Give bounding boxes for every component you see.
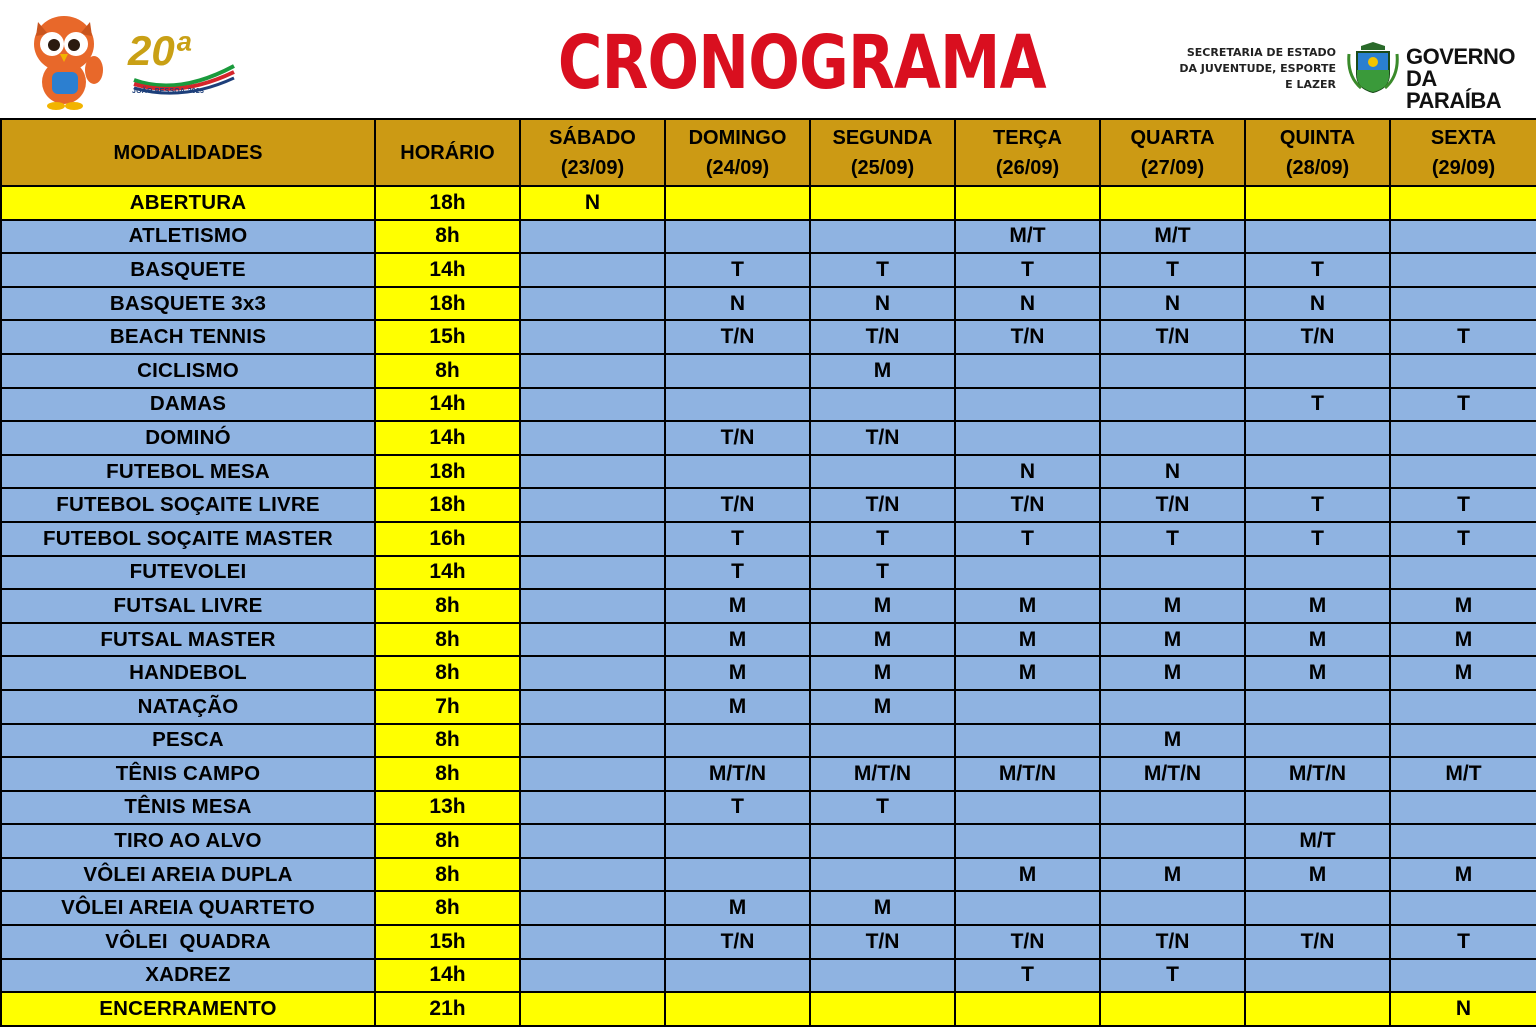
schedule-cell bbox=[1390, 455, 1536, 489]
schedule-cell bbox=[955, 992, 1100, 1026]
owl-mascot-icon bbox=[28, 10, 106, 110]
table-row bbox=[1, 488, 1536, 522]
schedule-cell: T/N bbox=[665, 925, 810, 959]
day-date: (29/09) bbox=[1431, 156, 1496, 179]
schedule-cell: M bbox=[1245, 858, 1390, 892]
modality-cell: FUTSAL MASTER bbox=[1, 623, 375, 657]
schedule-cell bbox=[1100, 791, 1245, 825]
schedule-cell bbox=[665, 220, 810, 254]
modality-cell: FUTEBOL SOÇAITE LIVRE bbox=[1, 488, 375, 522]
schedule-cell: T/N bbox=[955, 320, 1100, 354]
schedule-cell: M bbox=[810, 589, 955, 623]
table-row bbox=[1, 959, 1536, 993]
table-row bbox=[1, 623, 1536, 657]
schedule-cell bbox=[810, 186, 955, 220]
schedule-cell bbox=[1245, 891, 1390, 925]
table-row bbox=[1, 253, 1536, 287]
table-row bbox=[1, 220, 1536, 254]
time-cell: 16h bbox=[375, 522, 520, 556]
schedule-cell: M bbox=[1100, 858, 1245, 892]
table-row bbox=[1, 891, 1536, 925]
time-cell: 8h bbox=[375, 589, 520, 623]
schedule-cell: M bbox=[955, 589, 1100, 623]
schedule-cell bbox=[1245, 959, 1390, 993]
schedule-cell bbox=[520, 858, 665, 892]
modality-cell: XADREZ bbox=[1, 959, 375, 993]
modality-cell: FUTEBOL MESA bbox=[1, 455, 375, 489]
schedule-cell: M bbox=[810, 656, 955, 690]
day-name: QUARTA bbox=[1130, 126, 1215, 149]
schedule-cell: T/N bbox=[665, 488, 810, 522]
schedule-cell: T bbox=[810, 791, 955, 825]
schedule-cell bbox=[520, 287, 665, 321]
schedule-cell: T bbox=[1390, 388, 1536, 422]
schedule-cell bbox=[1245, 220, 1390, 254]
time-cell: 8h bbox=[375, 354, 520, 388]
schedule-cell: M bbox=[665, 690, 810, 724]
modality-cell: TIRO AO ALVO bbox=[1, 824, 375, 858]
time-cell: 8h bbox=[375, 656, 520, 690]
schedule-cell: T/N bbox=[955, 488, 1100, 522]
table-row bbox=[1, 925, 1536, 959]
schedule-cell bbox=[955, 556, 1100, 590]
schedule-cell bbox=[1245, 791, 1390, 825]
schedule-cell: T/N bbox=[1100, 320, 1245, 354]
schedule-cell: T bbox=[955, 959, 1100, 993]
schedule-cell: N bbox=[955, 455, 1100, 489]
schedule-cell: T bbox=[1245, 522, 1390, 556]
schedule-cell: M/T bbox=[1390, 757, 1536, 791]
schedule-cell bbox=[955, 421, 1100, 455]
schedule-cell: M bbox=[955, 623, 1100, 657]
schedule-cell: T bbox=[1245, 488, 1390, 522]
schedule-cell bbox=[1100, 388, 1245, 422]
time-cell: 8h bbox=[375, 220, 520, 254]
schedule-cell: T/N bbox=[1100, 925, 1245, 959]
schedule-cell bbox=[520, 589, 665, 623]
time-cell: 14h bbox=[375, 421, 520, 455]
schedule-cell: M bbox=[810, 623, 955, 657]
column-header-day bbox=[1100, 119, 1245, 186]
schedule-cell bbox=[665, 959, 810, 993]
schedule-cell bbox=[810, 824, 955, 858]
schedule-cell bbox=[520, 623, 665, 657]
schedule-cell: T/N bbox=[810, 925, 955, 959]
schedule-cell: T/N bbox=[665, 320, 810, 354]
schedule-cell: T/N bbox=[1100, 488, 1245, 522]
modality-cell: ENCERRAMENTO bbox=[1, 992, 375, 1026]
schedule-cell bbox=[1245, 421, 1390, 455]
schedule-cell bbox=[1245, 556, 1390, 590]
schedule-cell: M/T bbox=[1245, 824, 1390, 858]
schedule-cell bbox=[665, 455, 810, 489]
schedule-cell: N bbox=[1100, 287, 1245, 321]
modality-cell: NATAÇÃO bbox=[1, 690, 375, 724]
day-name: QUINTA bbox=[1279, 126, 1356, 149]
time-cell: 18h bbox=[375, 186, 520, 220]
schedule-cell bbox=[955, 791, 1100, 825]
table-row bbox=[1, 287, 1536, 321]
schedule-cell: M bbox=[1100, 656, 1245, 690]
schedule-cell bbox=[1390, 354, 1536, 388]
schedule-cell bbox=[1100, 690, 1245, 724]
schedule-cell bbox=[1245, 455, 1390, 489]
schedule-cell bbox=[1100, 556, 1245, 590]
page-header bbox=[0, 0, 1536, 118]
modality-cell: BEACH TENNIS bbox=[1, 320, 375, 354]
time-cell: 15h bbox=[375, 320, 520, 354]
day-name: SÁBADO bbox=[549, 126, 636, 149]
table-row bbox=[1, 757, 1536, 791]
schedule-cell: T/N bbox=[1245, 320, 1390, 354]
table-row bbox=[1, 556, 1536, 590]
schedule-cell: M bbox=[1100, 589, 1245, 623]
schedule-cell bbox=[810, 455, 955, 489]
schedule-cell: T bbox=[1245, 388, 1390, 422]
time-cell: 8h bbox=[375, 757, 520, 791]
schedule-cell bbox=[1390, 724, 1536, 758]
schedule-cell bbox=[1245, 354, 1390, 388]
schedule-cell: M/T/N bbox=[955, 757, 1100, 791]
schedule-cell bbox=[520, 488, 665, 522]
schedule-cell bbox=[520, 791, 665, 825]
schedule-cell: T bbox=[1390, 522, 1536, 556]
modality-cell: TÊNIS MESA bbox=[1, 791, 375, 825]
day-name: SEXTA bbox=[1430, 126, 1497, 149]
schedule-cell bbox=[665, 824, 810, 858]
governo-label bbox=[1406, 46, 1536, 112]
modality-cell: HANDEBOL bbox=[1, 656, 375, 690]
schedule-cell bbox=[955, 724, 1100, 758]
secretaria-line: DA JUVENTUDE, ESPORTE bbox=[1179, 62, 1336, 75]
schedule-cell: T bbox=[1390, 925, 1536, 959]
schedule-cell: T/N bbox=[1245, 925, 1390, 959]
time-cell: 8h bbox=[375, 724, 520, 758]
schedule-cell bbox=[665, 992, 810, 1026]
schedule-cell bbox=[810, 724, 955, 758]
day-date: (23/09) bbox=[560, 156, 625, 179]
schedule-cell bbox=[810, 388, 955, 422]
time-cell: 8h bbox=[375, 623, 520, 657]
schedule-cell: M bbox=[1100, 623, 1245, 657]
secretaria-line: E LAZER bbox=[1285, 78, 1336, 91]
schedule-cell bbox=[520, 522, 665, 556]
column-header-day bbox=[810, 119, 955, 186]
schedule-cell: M/T/N bbox=[665, 757, 810, 791]
schedule-cell bbox=[1100, 992, 1245, 1026]
time-cell: 8h bbox=[375, 891, 520, 925]
column-header-day bbox=[955, 119, 1100, 186]
schedule-cell: T bbox=[955, 253, 1100, 287]
schedule-cell: M/T bbox=[955, 220, 1100, 254]
schedule-cell: M bbox=[1245, 589, 1390, 623]
schedule-cell bbox=[520, 421, 665, 455]
secretaria-label bbox=[1136, 45, 1336, 93]
schedule-cell: T/N bbox=[810, 320, 955, 354]
time-cell: 14h bbox=[375, 556, 520, 590]
schedule-cell: M/T/N bbox=[810, 757, 955, 791]
schedule-cell bbox=[1245, 186, 1390, 220]
table-row bbox=[1, 354, 1536, 388]
schedule-cell bbox=[1245, 690, 1390, 724]
schedule-cell bbox=[955, 186, 1100, 220]
schedule-cell bbox=[810, 858, 955, 892]
modality-cell: FUTSAL LIVRE bbox=[1, 589, 375, 623]
event-badge-number: 20ª bbox=[128, 27, 191, 74]
day-date: (24/09) bbox=[705, 156, 770, 179]
schedule-cell bbox=[1245, 724, 1390, 758]
time-cell: 14h bbox=[375, 253, 520, 287]
schedule-cell: T bbox=[665, 253, 810, 287]
time-cell: 7h bbox=[375, 690, 520, 724]
event-badge-caption: JOÃO PESSOA-2023 bbox=[132, 88, 205, 95]
schedule-cell: T bbox=[1390, 320, 1536, 354]
table-row bbox=[1, 522, 1536, 556]
modality-cell: ABERTURA bbox=[1, 186, 375, 220]
schedule-cell bbox=[665, 388, 810, 422]
schedule-cell bbox=[1100, 824, 1245, 858]
table-row bbox=[1, 724, 1536, 758]
modality-cell: DOMINÓ bbox=[1, 421, 375, 455]
schedule-cell: T bbox=[810, 556, 955, 590]
schedule-cell bbox=[665, 858, 810, 892]
schedule-cell bbox=[1390, 253, 1536, 287]
modality-cell: ATLETISMO bbox=[1, 220, 375, 254]
day-date: (28/09) bbox=[1285, 156, 1350, 179]
schedule-cell: M bbox=[665, 656, 810, 690]
schedule-cell: M/T bbox=[1100, 220, 1245, 254]
schedule-cell: T/N bbox=[810, 421, 955, 455]
schedule-cell: T bbox=[1100, 522, 1245, 556]
schedule-cell: M/T/N bbox=[1100, 757, 1245, 791]
schedule-cell bbox=[520, 824, 665, 858]
schedule-cell bbox=[1390, 556, 1536, 590]
schedule-cell bbox=[1390, 186, 1536, 220]
day-name: SEGUNDA bbox=[832, 126, 933, 149]
schedule-cell bbox=[1100, 421, 1245, 455]
schedule-cell bbox=[520, 992, 665, 1026]
day-date: (25/09) bbox=[850, 156, 915, 179]
table-header-row bbox=[1, 119, 1536, 186]
time-cell: 8h bbox=[375, 824, 520, 858]
modality-cell: FUTEVOLEI bbox=[1, 556, 375, 590]
schedule-cell bbox=[955, 354, 1100, 388]
schedule-cell bbox=[1100, 186, 1245, 220]
modality-cell: VÔLEI QUADRA bbox=[1, 925, 375, 959]
schedule-cell bbox=[810, 959, 955, 993]
modality-cell: PESCA bbox=[1, 724, 375, 758]
schedule-cell: M bbox=[1390, 623, 1536, 657]
schedule-cell: T bbox=[665, 791, 810, 825]
schedule-cell: M bbox=[810, 690, 955, 724]
column-header-day bbox=[665, 119, 810, 186]
time-cell: 15h bbox=[375, 925, 520, 959]
schedule-cell bbox=[955, 824, 1100, 858]
column-header-modalidades: MODALIDADES bbox=[1, 119, 375, 186]
schedule-cell bbox=[520, 690, 665, 724]
table-row bbox=[1, 690, 1536, 724]
schedule-cell bbox=[1100, 891, 1245, 925]
schedule-cell: M/T/N bbox=[1245, 757, 1390, 791]
schedule-cell bbox=[810, 992, 955, 1026]
time-cell: 13h bbox=[375, 791, 520, 825]
schedule-cell: T bbox=[1100, 959, 1245, 993]
time-cell: 14h bbox=[375, 388, 520, 422]
schedule-cell: M bbox=[1100, 724, 1245, 758]
schedule-cell bbox=[955, 891, 1100, 925]
schedule-cell: T/N bbox=[665, 421, 810, 455]
schedule-cell bbox=[520, 388, 665, 422]
schedule-cell: M bbox=[665, 589, 810, 623]
table-row bbox=[1, 858, 1536, 892]
schedule-cell: T bbox=[665, 556, 810, 590]
schedule-cell bbox=[520, 656, 665, 690]
schedule-cell: T bbox=[810, 253, 955, 287]
time-cell: 8h bbox=[375, 858, 520, 892]
schedule-cell bbox=[955, 388, 1100, 422]
schedule-cell bbox=[520, 320, 665, 354]
governo-line: DA PARAÍBA bbox=[1406, 66, 1502, 113]
day-name: TERÇA bbox=[993, 126, 1062, 149]
schedule-cell bbox=[1390, 287, 1536, 321]
schedule-cell bbox=[665, 724, 810, 758]
schedule-cell bbox=[520, 959, 665, 993]
schedule-cell: M bbox=[665, 891, 810, 925]
modality-cell: BASQUETE bbox=[1, 253, 375, 287]
table-row bbox=[1, 656, 1536, 690]
table-row bbox=[1, 589, 1536, 623]
page-title: CRONOGRAMA bbox=[557, 20, 1046, 106]
schedule-cell: M bbox=[1245, 623, 1390, 657]
schedule-cell: T/N bbox=[955, 925, 1100, 959]
schedule-body bbox=[1, 186, 1536, 1026]
schedule-cell bbox=[955, 690, 1100, 724]
schedule-cell bbox=[1390, 421, 1536, 455]
modality-cell: VÔLEI AREIA QUARTETO bbox=[1, 891, 375, 925]
schedule-cell bbox=[1390, 959, 1536, 993]
schedule-cell: M bbox=[810, 354, 955, 388]
time-cell: 18h bbox=[375, 455, 520, 489]
modality-cell: DAMAS bbox=[1, 388, 375, 422]
schedule-cell bbox=[665, 186, 810, 220]
day-name: DOMINGO bbox=[688, 126, 787, 149]
table-row bbox=[1, 992, 1536, 1026]
schedule-cell: M bbox=[955, 656, 1100, 690]
schedule-cell bbox=[810, 220, 955, 254]
schedule-cell: N bbox=[520, 186, 665, 220]
column-header-day bbox=[1245, 119, 1390, 186]
schedule-cell bbox=[1390, 220, 1536, 254]
table-row bbox=[1, 388, 1536, 422]
schedule-cell bbox=[520, 757, 665, 791]
table-row bbox=[1, 186, 1536, 220]
table-row bbox=[1, 791, 1536, 825]
table-row bbox=[1, 320, 1536, 354]
time-cell: 18h bbox=[375, 488, 520, 522]
modality-cell: VÔLEI AREIA DUPLA bbox=[1, 858, 375, 892]
schedule-cell: N bbox=[665, 287, 810, 321]
schedule-cell bbox=[665, 354, 810, 388]
schedule-cell bbox=[520, 925, 665, 959]
schedule-cell: N bbox=[810, 287, 955, 321]
schedule-cell: M bbox=[1390, 656, 1536, 690]
governo-line: GOVERNO bbox=[1406, 44, 1515, 69]
schedule-cell: T bbox=[665, 522, 810, 556]
schedule-table bbox=[0, 118, 1536, 1027]
schedule-cell: N bbox=[1245, 287, 1390, 321]
time-cell: 18h bbox=[375, 287, 520, 321]
schedule-cell: T bbox=[1390, 488, 1536, 522]
schedule-cell: M bbox=[1390, 589, 1536, 623]
schedule-cell bbox=[1390, 891, 1536, 925]
day-date: (26/09) bbox=[995, 156, 1060, 179]
schedule-cell: T bbox=[955, 522, 1100, 556]
schedule-cell bbox=[1245, 992, 1390, 1026]
schedule-cell: T bbox=[810, 522, 955, 556]
modality-cell: TÊNIS CAMPO bbox=[1, 757, 375, 791]
modality-cell: FUTEBOL SOÇAITE MASTER bbox=[1, 522, 375, 556]
state-seal-icon bbox=[1347, 40, 1399, 94]
modality-cell: BASQUETE 3x3 bbox=[1, 287, 375, 321]
schedule-cell: T bbox=[1245, 253, 1390, 287]
column-header-day bbox=[520, 119, 665, 186]
schedule-cell bbox=[520, 253, 665, 287]
schedule-cell bbox=[520, 724, 665, 758]
schedule-cell bbox=[520, 556, 665, 590]
schedule-cell: N bbox=[1100, 455, 1245, 489]
table-row bbox=[1, 824, 1536, 858]
schedule-cell bbox=[1390, 690, 1536, 724]
schedule-cell bbox=[1390, 791, 1536, 825]
schedule-cell: N bbox=[1390, 992, 1536, 1026]
schedule-cell bbox=[1390, 824, 1536, 858]
column-header-day bbox=[1390, 119, 1536, 186]
schedule-cell: M bbox=[665, 623, 810, 657]
modality-cell: CICLISMO bbox=[1, 354, 375, 388]
schedule-cell bbox=[520, 455, 665, 489]
column-header-horario: HORÁRIO bbox=[375, 119, 520, 186]
time-cell: 21h bbox=[375, 992, 520, 1026]
schedule-cell bbox=[520, 220, 665, 254]
schedule-cell bbox=[520, 891, 665, 925]
table-row bbox=[1, 455, 1536, 489]
schedule-cell: T bbox=[1100, 253, 1245, 287]
day-date: (27/09) bbox=[1140, 156, 1205, 179]
time-cell: 14h bbox=[375, 959, 520, 993]
schedule-cell: N bbox=[955, 287, 1100, 321]
schedule-cell: M bbox=[1390, 858, 1536, 892]
schedule-cell: M bbox=[810, 891, 955, 925]
schedule-cell bbox=[1100, 354, 1245, 388]
schedule-cell: T/N bbox=[810, 488, 955, 522]
table-row bbox=[1, 421, 1536, 455]
schedule-cell: M bbox=[955, 858, 1100, 892]
schedule-cell: M bbox=[1245, 656, 1390, 690]
secretaria-line: SECRETARIA DE ESTADO bbox=[1186, 46, 1336, 59]
schedule-cell bbox=[520, 354, 665, 388]
